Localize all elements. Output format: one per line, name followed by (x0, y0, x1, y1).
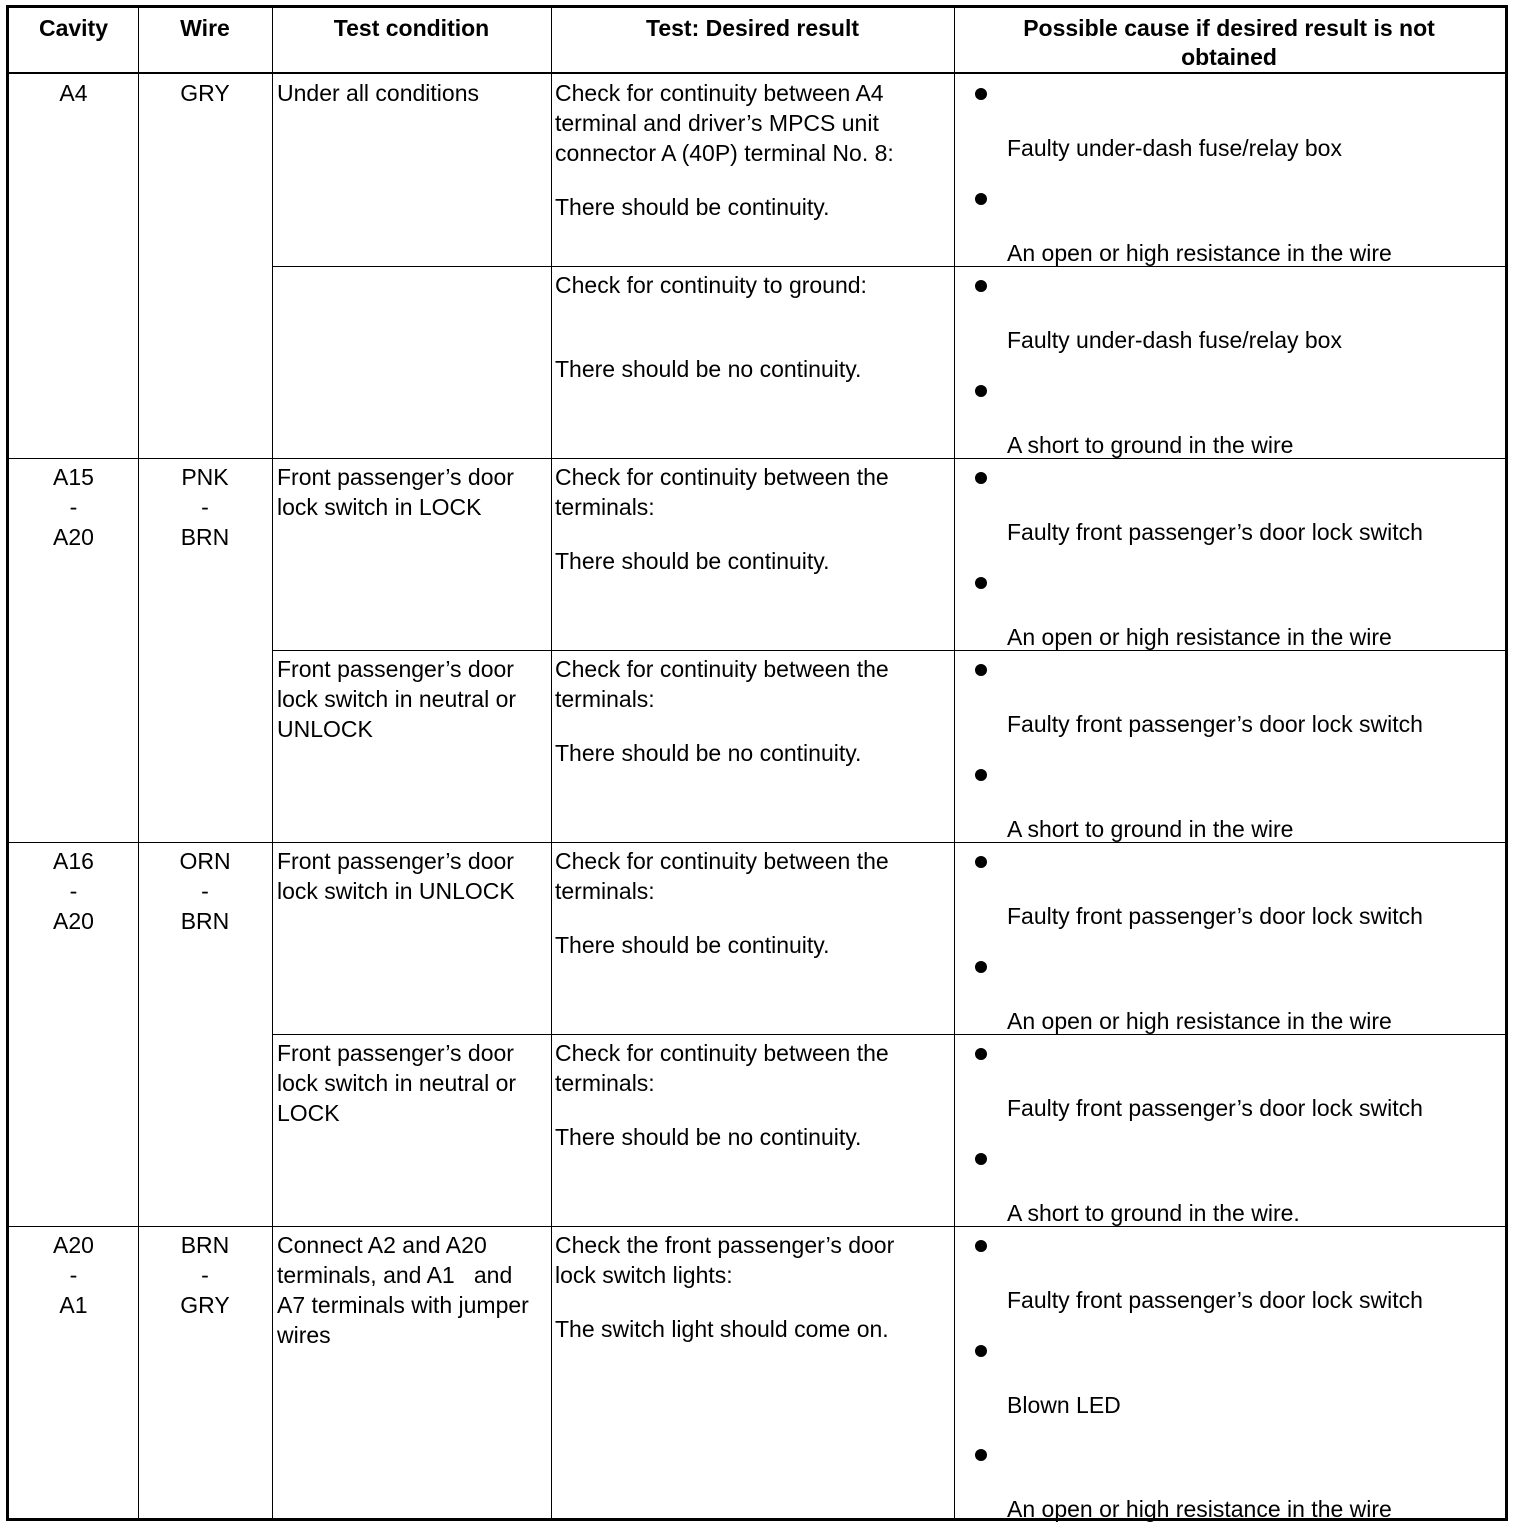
bullet-icon (975, 1153, 987, 1165)
bullet-icon (975, 769, 987, 781)
desired-result-text: Check for continuity between the (555, 848, 889, 874)
possible-cause-text: An open or high resistance in the wire (1007, 1496, 1392, 1522)
possible-cause-text: Faulty front passenger’s door lock switch (1007, 711, 1423, 737)
expected-result-text: There should be no continuity. (555, 740, 862, 766)
possible-cause-text: An open or high resistance in the wire (1007, 623, 1392, 650)
sub-row-divider (272, 650, 1505, 651)
wire-cell: - (201, 878, 209, 904)
possible-cause-text: A short to ground in the wire (1007, 431, 1294, 458)
possible-cause-text: A short to ground in the wire. (1007, 1199, 1300, 1226)
header-test-condition: Test condition (333, 15, 490, 41)
desired-result-text: Check for continuity between A4 (555, 80, 884, 106)
bullet-icon (975, 193, 987, 205)
test-condition-text: A7 terminals with jumper (277, 1292, 529, 1318)
cavity-cell: A20 (53, 1232, 94, 1258)
test-condition-text: LOCK (277, 1100, 340, 1126)
row-divider (9, 842, 1505, 843)
header-wire: Wire (180, 15, 230, 41)
possible-cause-text: Blown LED (1007, 1391, 1121, 1418)
cavity-cell: A16 (53, 848, 94, 874)
sub-row-divider (272, 1034, 1505, 1035)
wire-cell: GRY (180, 80, 230, 106)
test-condition-text: lock switch in LOCK (277, 494, 482, 520)
possible-cause-text: An open or high resistance in the wire (1007, 1007, 1392, 1034)
bullet-icon (975, 1048, 987, 1060)
bullet-icon (975, 577, 987, 589)
possible-cause-text: An open or high resistance in the wire (1007, 239, 1392, 266)
wire-cell: PNK (181, 464, 229, 490)
cavity-cell: - (69, 878, 78, 904)
desired-result-text: connector A (40P) terminal No. 8: (555, 140, 894, 166)
bullet-icon (975, 280, 987, 292)
desired-result-text: Check the front passenger’s door (555, 1232, 895, 1258)
desired-result-text: Check for continuity to ground: (555, 272, 867, 298)
possible-cause-text: Faulty front passenger’s door lock switch (1007, 519, 1423, 545)
bullet-icon (975, 385, 987, 397)
expected-result-text: There should be no continuity. (555, 356, 862, 382)
test-condition-text: lock switch in neutral or (277, 1070, 517, 1096)
possible-cause-text: Faulty under-dash fuse/relay box (1007, 135, 1342, 161)
column-divider (551, 8, 552, 1518)
test-condition-text: Front passenger’s door (277, 656, 514, 682)
cavity-cell: A4 (59, 80, 88, 106)
test-condition-text: wires (277, 1322, 331, 1348)
test-condition-text: Front passenger’s door (277, 1040, 514, 1066)
possible-cause-text: Faulty front passenger’s door lock switch (1007, 903, 1423, 929)
bullet-icon (975, 472, 987, 484)
header-cavity: Cavity (38, 15, 109, 41)
wire-cell: BRN (180, 524, 230, 550)
row-divider (9, 458, 1505, 459)
header-divider (9, 72, 1505, 74)
cavity-cell: - (69, 494, 78, 520)
test-condition-text: lock switch in neutral or (277, 686, 517, 712)
wire-cell: - (201, 1262, 209, 1288)
header-possible-cause: Possible cause if desired result is not obtained (1023, 15, 1435, 70)
expected-result-text: There should be continuity. (555, 194, 830, 220)
desired-result-text: terminals: (555, 494, 655, 520)
test-condition-text: Under all conditions (277, 80, 480, 106)
bullet-icon (975, 664, 987, 676)
cavity-cell: A1 (59, 1292, 88, 1318)
wire-cell: - (201, 494, 209, 520)
test-condition-text: Connect A2 and A20 (277, 1232, 487, 1258)
cavity-cell: A15 (53, 464, 94, 490)
expected-result-text: There should be continuity. (555, 932, 830, 958)
possible-cause-text: Faulty front passenger’s door lock switch (1007, 1095, 1423, 1121)
cavity-cell: - (69, 1262, 78, 1288)
wire-cell: ORN (179, 848, 231, 874)
bullet-icon (975, 88, 987, 100)
test-condition-text: UNLOCK (277, 716, 373, 742)
desired-result-text: Check for continuity between the (555, 1040, 889, 1066)
bullet-icon (975, 1240, 987, 1252)
test-condition-text: terminals, and A1 and (277, 1262, 513, 1288)
bullet-icon (975, 856, 987, 868)
expected-result-text: The switch light should come on. (555, 1316, 889, 1342)
connector-test-table (6, 5, 1508, 1521)
test-condition-text: lock switch in UNLOCK (277, 878, 515, 904)
bullet-icon (975, 1345, 987, 1357)
possible-cause-text: Faulty under-dash fuse/relay box (1007, 327, 1342, 353)
wire-cell: BRN (180, 1232, 230, 1258)
desired-result-text: lock switch lights: (555, 1262, 733, 1288)
cavity-cell: A20 (53, 908, 94, 934)
test-condition-text: Front passenger’s door (277, 464, 514, 490)
possible-cause-text: A short to ground in the wire (1007, 815, 1294, 842)
expected-result-text: There should be no continuity. (555, 1124, 862, 1150)
bullet-icon (975, 961, 987, 973)
wire-cell: GRY (180, 1292, 230, 1318)
desired-result-text: Check for continuity between the (555, 464, 889, 490)
desired-result-text: Check for continuity between the (555, 656, 889, 682)
cavity-cell: A20 (53, 524, 94, 550)
sub-row-divider (272, 266, 1505, 267)
wire-cell: BRN (180, 908, 230, 934)
test-condition-text: Front passenger’s door (277, 848, 514, 874)
expected-result-text: There should be continuity. (555, 548, 830, 574)
possible-cause-text: Faulty front passenger’s door lock switch (1007, 1287, 1423, 1313)
desired-result-text: terminals: (555, 878, 655, 904)
desired-result-text: terminal and driver’s MPCS unit (555, 110, 879, 136)
column-divider (954, 8, 955, 1518)
header-desired-result: Test: Desired result (645, 15, 860, 41)
desired-result-text: terminals: (555, 686, 655, 712)
bullet-icon (975, 1449, 987, 1461)
desired-result-text: terminals: (555, 1070, 655, 1096)
row-divider (9, 1226, 1505, 1227)
column-divider (272, 8, 273, 1518)
